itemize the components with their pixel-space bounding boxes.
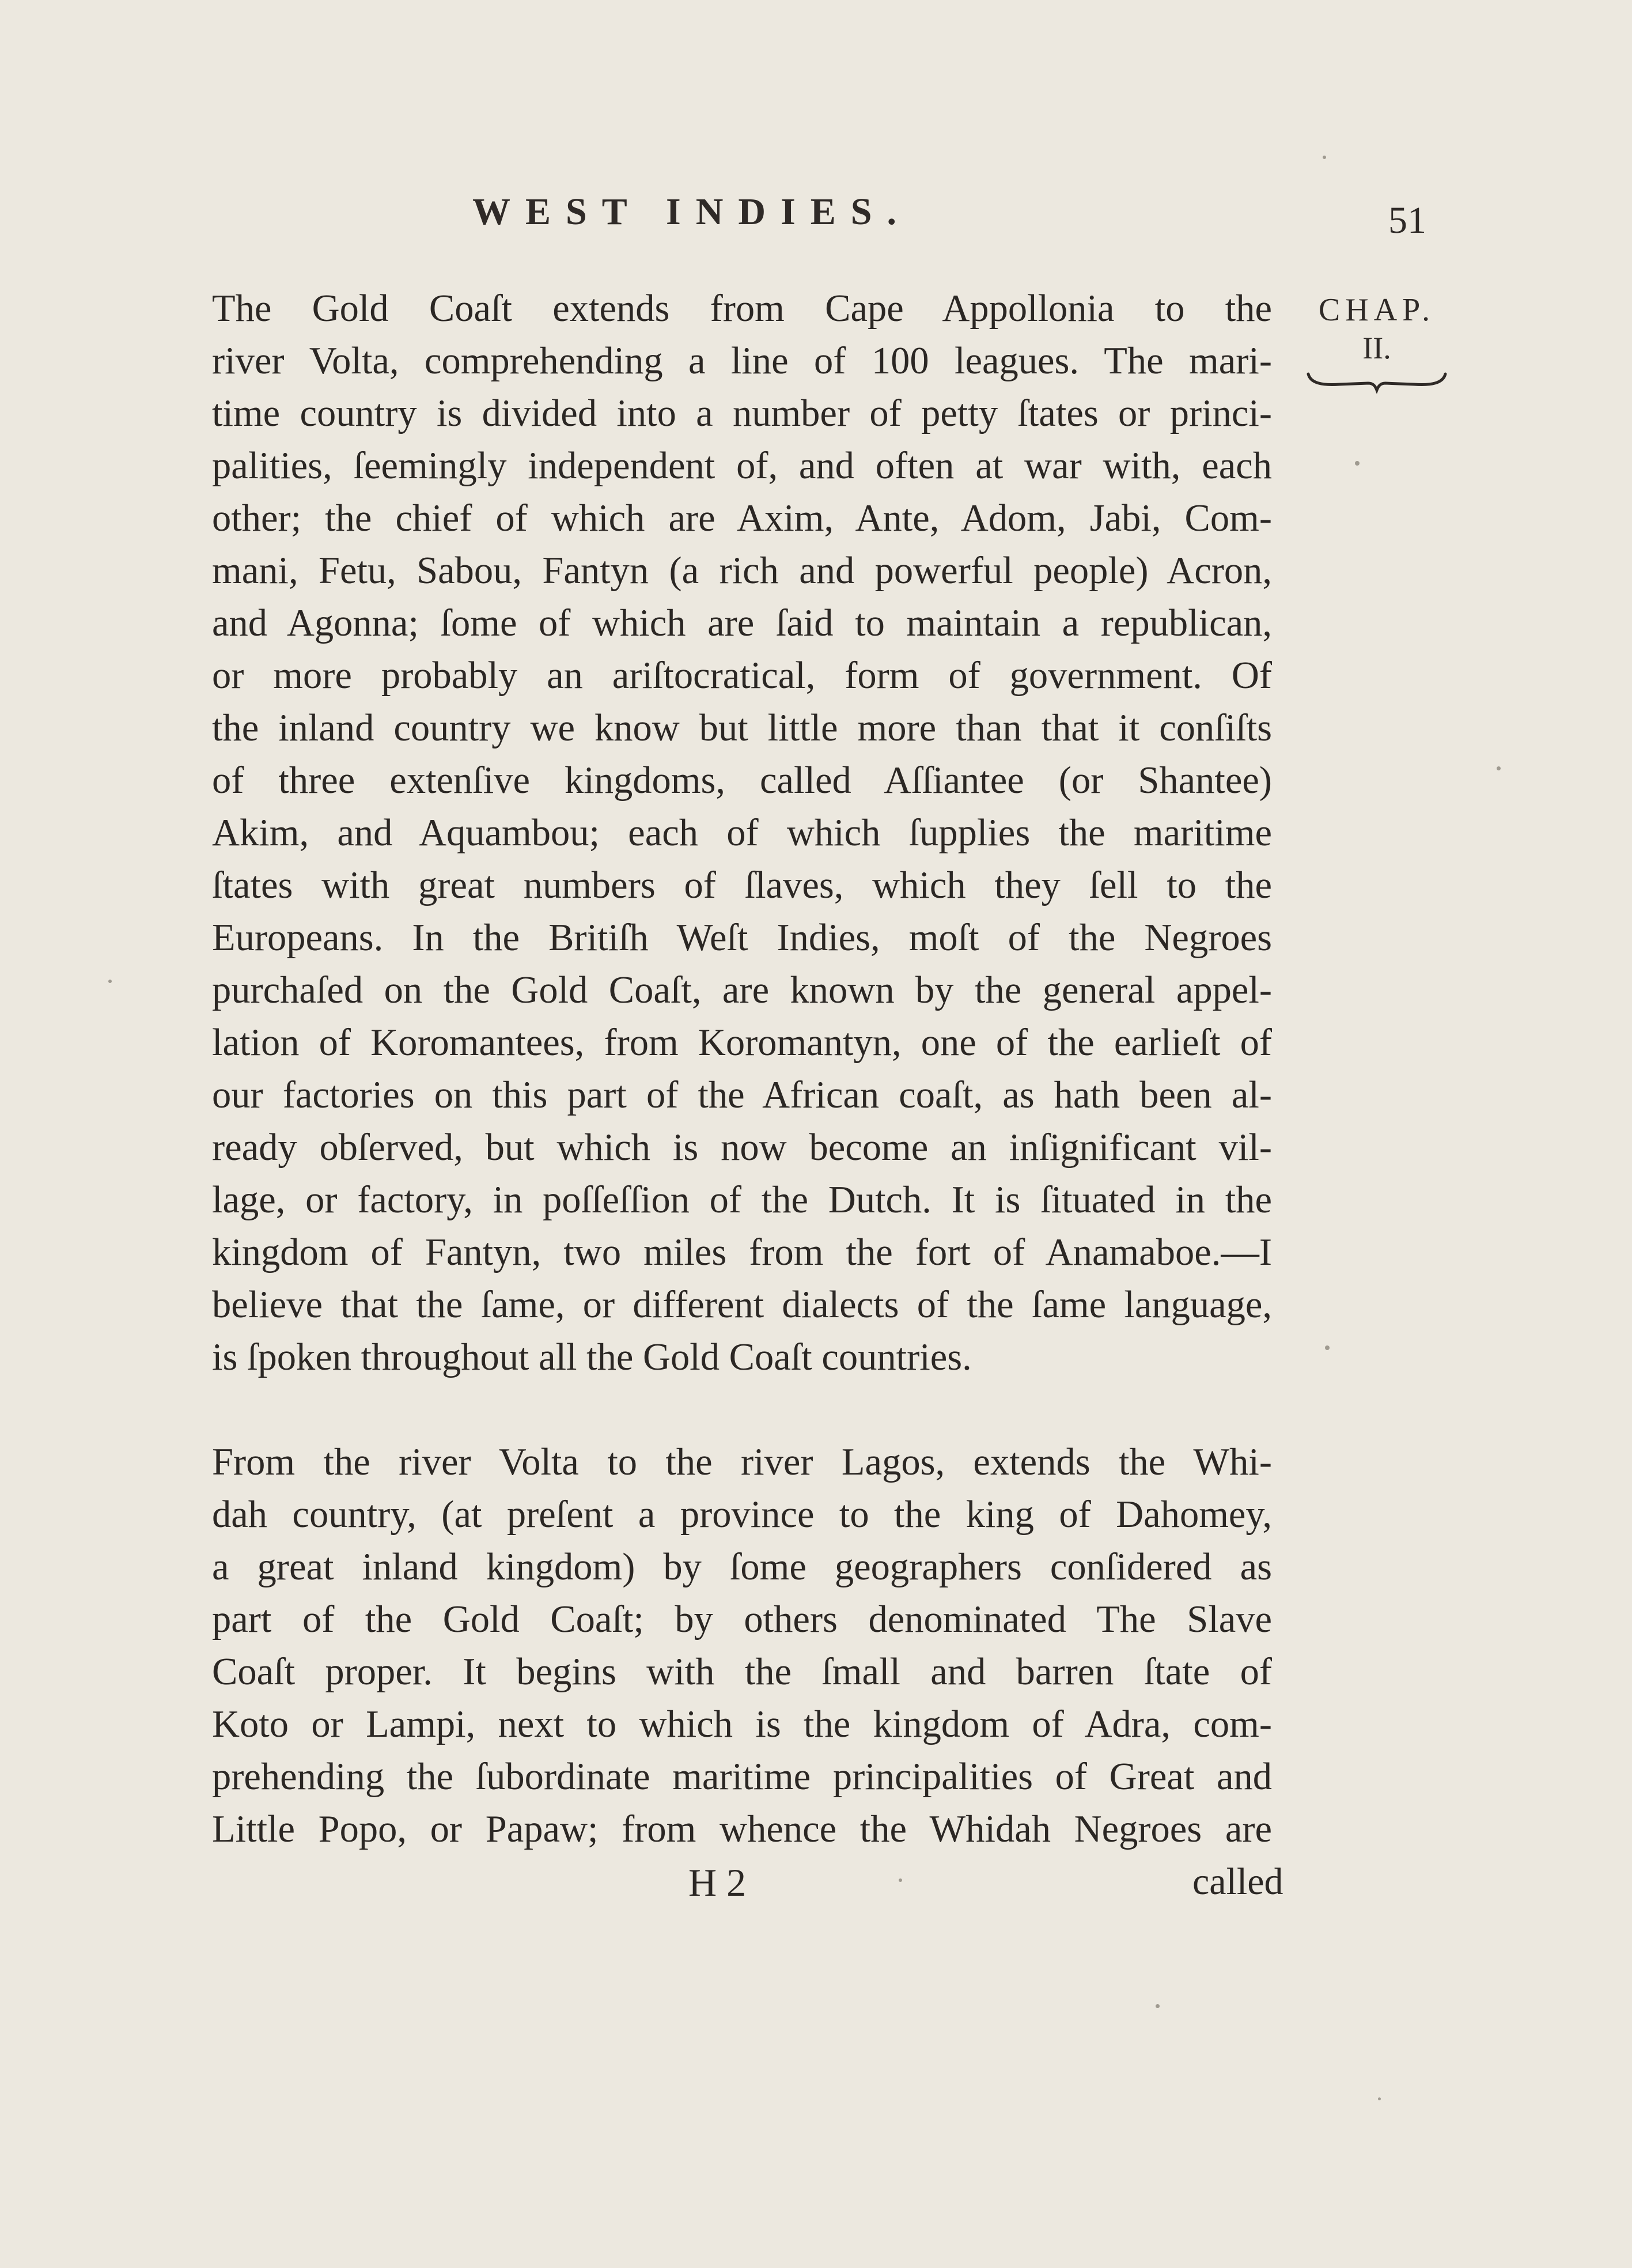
text-line: the inland country we know but little more than that it conſiſts <box>212 707 1272 749</box>
text-line: The Gold Coaſt extends from Cape Appollonia to the <box>212 288 1272 330</box>
text-line: kingdom of Fantyn, two miles from the fort of Anamaboe.—I <box>212 1231 1272 1273</box>
text-line: mani, Fetu, Sabou, Fantyn (a rich and powerful people) Acron, <box>212 550 1272 592</box>
text-line: dah country, (at preſent a province to the king of Dahomey, <box>212 1494 1272 1536</box>
text-line: other; the chief of which are Axim, Ante, Adom, Jabi, Com- <box>212 497 1272 539</box>
text-line: Europeans. In the Britiſh Weſt Indies, moſt of the Negroes <box>212 917 1272 959</box>
paper-speck <box>1323 156 1326 159</box>
paper-speck <box>899 1878 902 1882</box>
brace-icon <box>1305 371 1449 394</box>
text-line: Coaſt proper. It begins with the ſmall and barren ſtate of <box>212 1651 1272 1693</box>
text-line: part of the Gold Coaſt; by others denominated The Slave <box>212 1598 1272 1640</box>
text-line: of three extenſive kingdoms, called Aſſiantee (or Shantee) <box>212 759 1272 802</box>
text-line: ready obſerved, but which is now become an inſignificant vil- <box>212 1127 1272 1169</box>
page-number: 51 <box>1388 199 1426 241</box>
text-line: ſtates with great numbers of ſlaves, which they ſell to the <box>212 864 1272 906</box>
text-line: lage, or factory, in poſſeſſion of the Dutch. It is ſituated in the <box>212 1179 1272 1221</box>
text-line: a great inland kingdom) by ſome geographers conſidered as <box>212 1546 1272 1588</box>
text-line: palities, ſeemingly independent of, and often at war with, each <box>212 445 1272 487</box>
text-line: or more probably an ariſtocratical, form of government. Of <box>212 655 1272 697</box>
paper-speck <box>108 980 112 983</box>
paragraph-1 <box>212 282 1272 1384</box>
text-line: and Agonna; ſome of which are ſaid to maintain a republican, <box>212 602 1272 644</box>
text-line: Little Popo, or Papaw; from whence the Whidah Negroes are <box>212 1808 1272 1850</box>
margin-note <box>1299 291 1455 394</box>
paper-speck <box>1325 1345 1330 1350</box>
text-line: Koto or Lampi, next to which is the kingdom of Adra, com- <box>212 1703 1272 1745</box>
text-line: prehending the ſubordinate maritime principalities of Great and <box>212 1756 1272 1798</box>
paper-speck <box>1378 2097 1381 2100</box>
paper-speck <box>1156 2004 1160 2008</box>
text-line: river Volta, comprehending a line of 100 leagues. The mari- <box>212 340 1272 382</box>
text-line: Akim, and Aquambou; each of which ſupplies the maritime <box>212 812 1272 854</box>
page-header: WEST INDIES. <box>472 191 911 233</box>
text-line: lation of Koromantees, from Koromantyn, one of the earlieſt of <box>212 1022 1272 1064</box>
text-line: time country is divided into a number of petty ſtates or princi- <box>212 392 1272 434</box>
text-line: is ſpoken throughout all the Gold Coaſt countries. <box>212 1336 972 1378</box>
paper-speck <box>1355 461 1360 466</box>
text-line: our factories on this part of the African coaſt, as hath been al- <box>212 1074 1272 1116</box>
text-line: believe that the ſame, or different dialects of the ſame language, <box>212 1284 1272 1326</box>
paper-speck <box>1497 766 1501 770</box>
paragraph-2 <box>212 1436 1272 1855</box>
signature-mark: H 2 <box>688 1861 747 1904</box>
text-line: purchaſed on the Gold Coaſt, are known by the general appel- <box>212 969 1272 1011</box>
catchword: called <box>1192 1861 1283 1903</box>
margin-chapter-number: II. <box>1362 331 1391 366</box>
margin-chapter-label: CHAP. <box>1318 292 1436 328</box>
text-line: From the river Volta to the river Lagos, extends the Whi- <box>212 1441 1272 1483</box>
